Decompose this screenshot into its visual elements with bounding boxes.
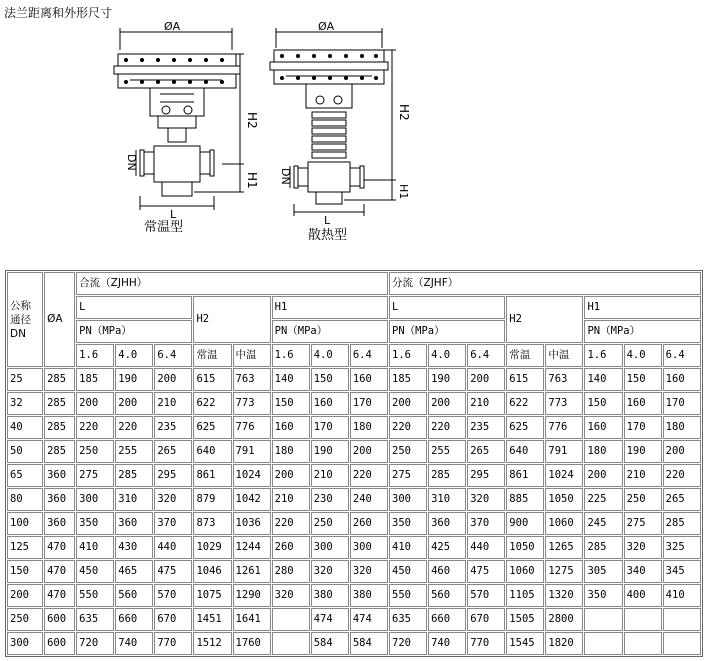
table-cell: 622 bbox=[193, 392, 231, 415]
table-row bbox=[7, 560, 701, 583]
table-cell: 550 bbox=[76, 584, 114, 607]
table-cell: 275 bbox=[76, 464, 114, 487]
table-cell: 125 bbox=[7, 536, 43, 559]
table-cell: 635 bbox=[76, 608, 114, 631]
table-cell: 470 bbox=[44, 584, 75, 607]
oa-label: ØA bbox=[164, 20, 181, 33]
table-cell: 320 bbox=[624, 536, 662, 559]
table-cell: 1512 bbox=[193, 632, 231, 655]
table-cell: 440 bbox=[467, 536, 505, 559]
table-cell: 900 bbox=[506, 512, 544, 535]
table-cell bbox=[272, 608, 310, 631]
h1-header: H1 bbox=[584, 296, 701, 319]
l-header: L bbox=[76, 296, 192, 319]
table-cell: 475 bbox=[467, 560, 505, 583]
table-cell bbox=[584, 608, 622, 631]
table-cell: 180 bbox=[584, 440, 622, 463]
table-cell: 350 bbox=[76, 512, 114, 535]
group-header-divert: 分流（ZJHF） bbox=[389, 272, 701, 295]
table-cell: 1244 bbox=[233, 536, 271, 559]
table-cell: 300 bbox=[311, 536, 349, 559]
table-cell bbox=[624, 632, 662, 655]
table-cell: 310 bbox=[115, 488, 153, 511]
pressure-header: 6.4 bbox=[154, 344, 192, 367]
table-cell: 25 bbox=[7, 368, 43, 391]
table-cell: 465 bbox=[115, 560, 153, 583]
table-cell: 625 bbox=[506, 416, 544, 439]
h1-label: H1 bbox=[397, 184, 410, 200]
caption-heat-type: 散热型 bbox=[308, 228, 348, 243]
table-cell: 200 bbox=[584, 464, 622, 487]
table-cell: 470 bbox=[44, 536, 75, 559]
table-body bbox=[7, 368, 701, 655]
page-title: 法兰距离和外形尺寸 bbox=[4, 6, 113, 20]
table-row bbox=[7, 440, 701, 463]
table-cell: 160 bbox=[584, 416, 622, 439]
table-cell: 1820 bbox=[545, 632, 583, 655]
pressure-header: 4.0 bbox=[624, 344, 662, 367]
table-cell: 200 bbox=[663, 440, 701, 463]
table-cell: 200 bbox=[389, 392, 427, 415]
table-cell: 550 bbox=[389, 584, 427, 607]
table-row bbox=[7, 392, 701, 415]
pn-header: PN（MPa） bbox=[272, 320, 388, 343]
table-cell: 635 bbox=[389, 608, 427, 631]
table-cell: 150 bbox=[272, 392, 310, 415]
h2-header: H2 bbox=[506, 296, 583, 343]
table-cell: 150 bbox=[7, 560, 43, 583]
table-cell: 763 bbox=[545, 368, 583, 391]
table-cell: 170 bbox=[624, 416, 662, 439]
table-cell: 295 bbox=[154, 464, 192, 487]
table-cell: 770 bbox=[154, 632, 192, 655]
table-cell: 360 bbox=[44, 488, 75, 511]
table-cell: 320 bbox=[154, 488, 192, 511]
table-cell: 300 bbox=[350, 536, 388, 559]
table-cell bbox=[663, 632, 701, 655]
table-cell: 879 bbox=[193, 488, 231, 511]
table-cell: 180 bbox=[272, 440, 310, 463]
table-cell: 275 bbox=[624, 512, 662, 535]
table-cell: 150 bbox=[311, 368, 349, 391]
h2-label: H2 bbox=[397, 104, 411, 121]
pressure-header: 1.6 bbox=[76, 344, 114, 367]
l-header: L bbox=[389, 296, 505, 319]
table-cell: 861 bbox=[193, 464, 231, 487]
pn-header: PN（MPa） bbox=[76, 320, 192, 343]
table-cell: 250 bbox=[624, 488, 662, 511]
table-cell: 370 bbox=[467, 512, 505, 535]
table-cell: 180 bbox=[350, 416, 388, 439]
dimension-table bbox=[5, 270, 703, 657]
table-cell: 615 bbox=[506, 368, 544, 391]
temp-header: 中温 bbox=[233, 344, 271, 367]
table-cell: 430 bbox=[115, 536, 153, 559]
table-cell: 670 bbox=[467, 608, 505, 631]
table-cell: 220 bbox=[115, 416, 153, 439]
table-row bbox=[7, 512, 701, 535]
table-cell: 235 bbox=[154, 416, 192, 439]
table-row bbox=[7, 416, 701, 439]
table-cell: 160 bbox=[272, 416, 310, 439]
table-cell: 1060 bbox=[506, 560, 544, 583]
table-cell: 600 bbox=[44, 632, 75, 655]
pressure-header: 6.4 bbox=[663, 344, 701, 367]
table-cell: 410 bbox=[389, 536, 427, 559]
table-cell: 40 bbox=[7, 416, 43, 439]
table-cell: 320 bbox=[272, 584, 310, 607]
table-cell: 150 bbox=[624, 368, 662, 391]
table-cell: 660 bbox=[428, 608, 466, 631]
table-cell: 80 bbox=[7, 488, 43, 511]
table-cell: 190 bbox=[115, 368, 153, 391]
table-cell: 200 bbox=[428, 392, 466, 415]
table-cell: 285 bbox=[44, 392, 75, 415]
table-cell: 140 bbox=[584, 368, 622, 391]
table-cell: 190 bbox=[624, 440, 662, 463]
h2-header: H2 bbox=[193, 296, 270, 343]
table-cell: 360 bbox=[115, 512, 153, 535]
table-cell: 1050 bbox=[545, 488, 583, 511]
table-cell: 720 bbox=[389, 632, 427, 655]
table-cell: 1261 bbox=[233, 560, 271, 583]
header-row-3 bbox=[7, 320, 701, 343]
table-cell: 1050 bbox=[506, 536, 544, 559]
table-cell: 370 bbox=[154, 512, 192, 535]
table-row bbox=[7, 632, 701, 655]
oa-label: ØA bbox=[318, 20, 335, 33]
table-cell: 230 bbox=[311, 488, 349, 511]
table-cell: 474 bbox=[311, 608, 349, 631]
table-cell: 185 bbox=[76, 368, 114, 391]
table-cell: 1046 bbox=[193, 560, 231, 583]
table-cell: 776 bbox=[545, 416, 583, 439]
table-cell: 1105 bbox=[506, 584, 544, 607]
table-cell: 180 bbox=[663, 416, 701, 439]
table-cell: 32 bbox=[7, 392, 43, 415]
table-cell: 450 bbox=[389, 560, 427, 583]
table-cell: 210 bbox=[311, 464, 349, 487]
table-cell: 600 bbox=[44, 608, 75, 631]
table-cell: 250 bbox=[311, 512, 349, 535]
table-cell: 210 bbox=[154, 392, 192, 415]
table-cell: 200 bbox=[272, 464, 310, 487]
table-cell: 170 bbox=[350, 392, 388, 415]
table-cell: 560 bbox=[428, 584, 466, 607]
h1-label: H1 bbox=[245, 172, 259, 189]
dn-label: DN bbox=[279, 168, 292, 185]
table-cell bbox=[663, 608, 701, 631]
table-cell: 200 bbox=[350, 440, 388, 463]
table-cell: 285 bbox=[115, 464, 153, 487]
dn-header: 公称 通径 DN bbox=[7, 272, 43, 367]
table-cell: 160 bbox=[663, 368, 701, 391]
table-cell: 410 bbox=[76, 536, 114, 559]
table-cell: 1505 bbox=[506, 608, 544, 631]
header-row-4 bbox=[7, 344, 701, 367]
table-cell: 1290 bbox=[233, 584, 271, 607]
table-cell: 265 bbox=[663, 488, 701, 511]
table-cell: 220 bbox=[350, 464, 388, 487]
table-cell: 300 bbox=[76, 488, 114, 511]
table-cell: 622 bbox=[506, 392, 544, 415]
table-cell bbox=[584, 632, 622, 655]
table-cell: 570 bbox=[467, 584, 505, 607]
table-cell: 660 bbox=[115, 608, 153, 631]
table-cell: 1545 bbox=[506, 632, 544, 655]
table-cell: 670 bbox=[154, 608, 192, 631]
dn-label: DN bbox=[125, 154, 138, 171]
table-row bbox=[7, 488, 701, 511]
table-cell: 1641 bbox=[233, 608, 271, 631]
table-cell: 320 bbox=[311, 560, 349, 583]
table-cell: 450 bbox=[76, 560, 114, 583]
table-cell: 210 bbox=[467, 392, 505, 415]
table-row bbox=[7, 464, 701, 487]
table-cell: 345 bbox=[663, 560, 701, 583]
table-row bbox=[7, 608, 701, 631]
table-cell: 65 bbox=[7, 464, 43, 487]
table-cell: 200 bbox=[154, 368, 192, 391]
table-cell: 740 bbox=[428, 632, 466, 655]
table-row bbox=[7, 536, 701, 559]
table-cell: 190 bbox=[311, 440, 349, 463]
temp-header: 中温 bbox=[545, 344, 583, 367]
table-cell: 474 bbox=[350, 608, 388, 631]
table-cell: 885 bbox=[506, 488, 544, 511]
table-cell: 640 bbox=[506, 440, 544, 463]
table-cell: 560 bbox=[115, 584, 153, 607]
table-cell: 305 bbox=[584, 560, 622, 583]
table-cell: 320 bbox=[467, 488, 505, 511]
table-cell: 140 bbox=[272, 368, 310, 391]
table-cell: 360 bbox=[428, 512, 466, 535]
drawing-heat-type bbox=[268, 20, 418, 242]
table-cell: 791 bbox=[233, 440, 271, 463]
table-cell: 160 bbox=[350, 368, 388, 391]
pressure-header: 6.4 bbox=[350, 344, 388, 367]
table-cell: 255 bbox=[115, 440, 153, 463]
table-cell: 584 bbox=[350, 632, 388, 655]
table-cell: 773 bbox=[233, 392, 271, 415]
table-cell: 1024 bbox=[233, 464, 271, 487]
table-cell: 200 bbox=[115, 392, 153, 415]
table-cell: 791 bbox=[545, 440, 583, 463]
table-cell: 265 bbox=[154, 440, 192, 463]
table-cell: 170 bbox=[663, 392, 701, 415]
l-label: L bbox=[170, 208, 177, 221]
table-cell: 50 bbox=[7, 440, 43, 463]
pressure-header: 6.4 bbox=[467, 344, 505, 367]
table-cell: 250 bbox=[389, 440, 427, 463]
table-cell: 1036 bbox=[233, 512, 271, 535]
table-cell: 380 bbox=[350, 584, 388, 607]
table-cell: 280 bbox=[272, 560, 310, 583]
table-cell bbox=[272, 632, 310, 655]
pressure-header: 4.0 bbox=[311, 344, 349, 367]
table-cell: 260 bbox=[272, 536, 310, 559]
table-row bbox=[7, 368, 701, 391]
table-cell: 200 bbox=[7, 584, 43, 607]
table-cell: 1275 bbox=[545, 560, 583, 583]
pressure-header: 4.0 bbox=[428, 344, 466, 367]
table-cell: 615 bbox=[193, 368, 231, 391]
table-cell: 325 bbox=[663, 536, 701, 559]
table-cell: 873 bbox=[193, 512, 231, 535]
table-cell: 340 bbox=[624, 560, 662, 583]
table-cell: 350 bbox=[389, 512, 427, 535]
pn-header: PN（MPa） bbox=[389, 320, 505, 343]
table-cell: 1451 bbox=[193, 608, 231, 631]
table-cell: 1320 bbox=[545, 584, 583, 607]
table-cell: 2800 bbox=[545, 608, 583, 631]
table-cell: 210 bbox=[272, 488, 310, 511]
table-cell: 1265 bbox=[545, 536, 583, 559]
table-cell: 861 bbox=[506, 464, 544, 487]
table-cell: 625 bbox=[193, 416, 231, 439]
table-cell: 460 bbox=[428, 560, 466, 583]
table-cell: 285 bbox=[44, 440, 75, 463]
table-cell: 285 bbox=[663, 512, 701, 535]
pn-header: PN（MPa） bbox=[584, 320, 701, 343]
table-cell: 770 bbox=[467, 632, 505, 655]
table-cell: 350 bbox=[584, 584, 622, 607]
table-cell: 570 bbox=[154, 584, 192, 607]
l-label: L bbox=[324, 214, 331, 227]
table-cell: 763 bbox=[233, 368, 271, 391]
table-cell: 776 bbox=[233, 416, 271, 439]
table-cell: 320 bbox=[350, 560, 388, 583]
caption-normal-type: 常温型 bbox=[144, 220, 184, 235]
table-cell: 220 bbox=[76, 416, 114, 439]
table-cell: 285 bbox=[44, 416, 75, 439]
table-cell: 1760 bbox=[233, 632, 271, 655]
table-cell: 425 bbox=[428, 536, 466, 559]
table-cell: 470 bbox=[44, 560, 75, 583]
table-cell: 275 bbox=[389, 464, 427, 487]
table-cell: 255 bbox=[428, 440, 466, 463]
table-cell: 300 bbox=[389, 488, 427, 511]
table-cell: 265 bbox=[467, 440, 505, 463]
table-cell: 773 bbox=[545, 392, 583, 415]
table-cell: 250 bbox=[76, 440, 114, 463]
table-cell: 360 bbox=[44, 464, 75, 487]
temp-header: 常温 bbox=[193, 344, 231, 367]
header-row-1 bbox=[7, 272, 701, 295]
table-cell: 1075 bbox=[193, 584, 231, 607]
table-cell: 400 bbox=[624, 584, 662, 607]
table-cell: 380 bbox=[311, 584, 349, 607]
table-cell: 250 bbox=[7, 608, 43, 631]
table-cell: 225 bbox=[584, 488, 622, 511]
table-cell: 260 bbox=[350, 512, 388, 535]
table-cell: 220 bbox=[428, 416, 466, 439]
pressure-header: 1.6 bbox=[584, 344, 622, 367]
temp-header: 常温 bbox=[506, 344, 544, 367]
header-row-2 bbox=[7, 296, 701, 319]
table-cell: 360 bbox=[44, 512, 75, 535]
table-cell: 720 bbox=[76, 632, 114, 655]
table-cell: 150 bbox=[584, 392, 622, 415]
table-cell: 160 bbox=[624, 392, 662, 415]
table-cell: 160 bbox=[311, 392, 349, 415]
table-cell: 170 bbox=[311, 416, 349, 439]
table-cell: 1060 bbox=[545, 512, 583, 535]
table-cell: 1042 bbox=[233, 488, 271, 511]
table-cell bbox=[624, 608, 662, 631]
table-cell: 200 bbox=[467, 368, 505, 391]
pressure-header: 1.6 bbox=[272, 344, 310, 367]
table-cell: 295 bbox=[467, 464, 505, 487]
table-cell: 285 bbox=[44, 368, 75, 391]
pressure-header: 1.6 bbox=[389, 344, 427, 367]
table-cell: 200 bbox=[76, 392, 114, 415]
table-cell: 410 bbox=[663, 584, 701, 607]
table-cell: 584 bbox=[311, 632, 349, 655]
table-cell: 285 bbox=[584, 536, 622, 559]
table-cell: 1024 bbox=[545, 464, 583, 487]
table-cell: 235 bbox=[467, 416, 505, 439]
table-cell: 245 bbox=[584, 512, 622, 535]
table-cell: 240 bbox=[350, 488, 388, 511]
table-cell: 220 bbox=[389, 416, 427, 439]
table-cell: 440 bbox=[154, 536, 192, 559]
table-cell: 300 bbox=[7, 632, 43, 655]
h2-label: H2 bbox=[245, 112, 259, 129]
table-cell: 210 bbox=[624, 464, 662, 487]
oa-header: ØA bbox=[44, 272, 75, 367]
drawing-normal-type bbox=[110, 20, 270, 240]
h1-header: H1 bbox=[272, 296, 388, 319]
table-cell: 640 bbox=[193, 440, 231, 463]
table-cell: 285 bbox=[428, 464, 466, 487]
table-cell: 740 bbox=[115, 632, 153, 655]
table-cell: 1029 bbox=[193, 536, 231, 559]
table-cell: 220 bbox=[663, 464, 701, 487]
table-cell: 100 bbox=[7, 512, 43, 535]
table-cell: 220 bbox=[272, 512, 310, 535]
table-row bbox=[7, 584, 701, 607]
group-header-merge: 合流（ZJHH） bbox=[76, 272, 388, 295]
table-cell: 185 bbox=[389, 368, 427, 391]
table-cell: 190 bbox=[428, 368, 466, 391]
table-cell: 310 bbox=[428, 488, 466, 511]
pressure-header: 4.0 bbox=[115, 344, 153, 367]
table-cell: 475 bbox=[154, 560, 192, 583]
